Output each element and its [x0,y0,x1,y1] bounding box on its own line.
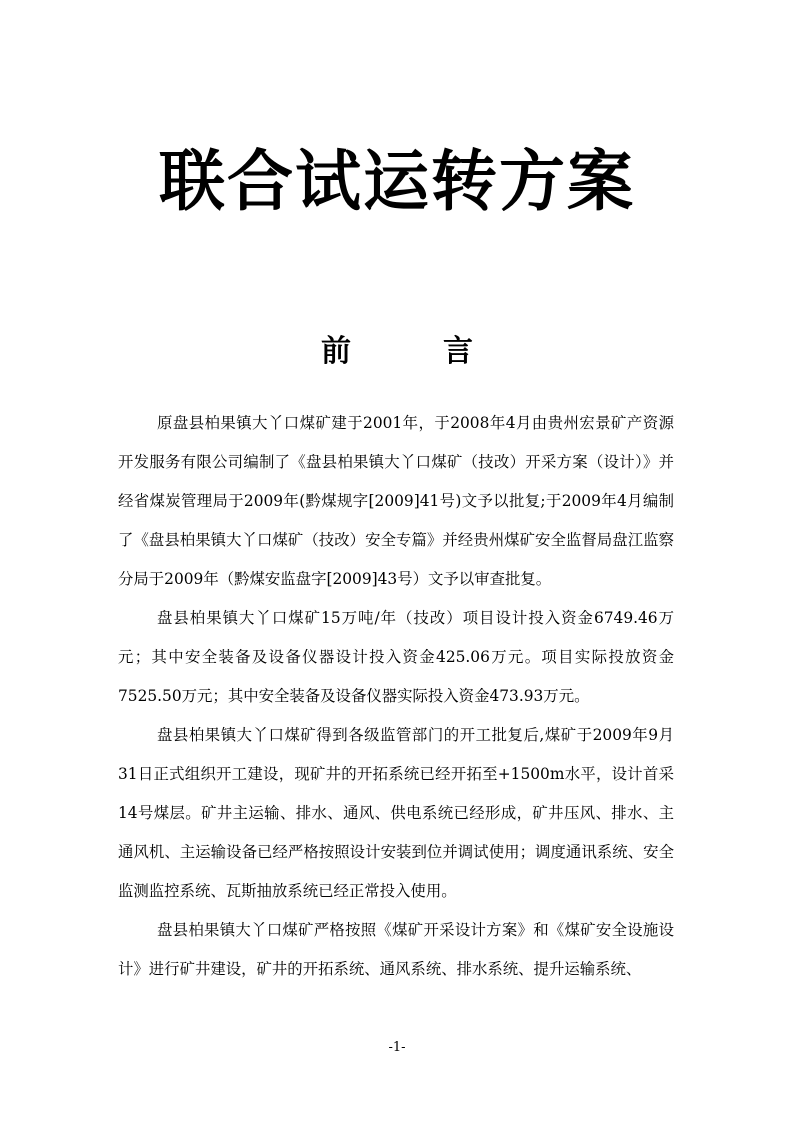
document-body [118,404,674,989]
paragraph: 盘县柏果镇大丫口煤矿得到各级监管部门的开工批复后,煤矿于2009年9月31日正式组织开工建设，现矿井的开拓系统已经开拓至+1500m水平，设计首采14号煤层。矿井主运输、排水、通风、供电系统已经形成，矿井压风、排水、主通风机、主运输设备已经严格按照设计安装到位并调试使用；调度通讯系统、安全监测监控系统、瓦斯抽放系统已经正常投入使用。 [118,726,674,900]
paragraph: 原盘县柏果镇大丫口煤矿建于2001年，于2008年4月由贵州宏景矿产资源开发服务有限公司编制了《盘县柏果镇大丫口煤矿（技改）开采方案（设计）》并经省煤炭管理局于2009年(黔煤规字[2009]41号)文予以批复;于2009年4月编制了《盘县柏果镇大丫口煤矿（技改）安全专篇》并经贵州煤矿安全监督局盘江监察分局于2009年（黔煤安监盘字[2009]43号）文予以审查批复。 [118,414,674,588]
paragraph: 盘县柏果镇大丫口煤矿15万吨/年（技改）项目设计投入资金6749.46万元；其中安全装备及设备仪器设计投入资金425.06万元。项目实际投放资金7525.50万元；其中安全装备及设备仪器实际投入资金473.93万元。 [118,609,674,705]
section-heading-part1: 前 [321,334,351,369]
page-number: -1- [388,1040,406,1055]
section-heading-part2: 言 [443,334,473,369]
section-heading [0,330,794,374]
paragraph: 盘县柏果镇大丫口煤矿严格按照《煤矿开采设计方案》和《煤矿安全设施设计》进行矿井建设，矿井的开拓系统、通风系统、排水系统、提升运输系统、 [118,921,674,978]
document-title: 联合试运转方案 [159,142,635,220]
